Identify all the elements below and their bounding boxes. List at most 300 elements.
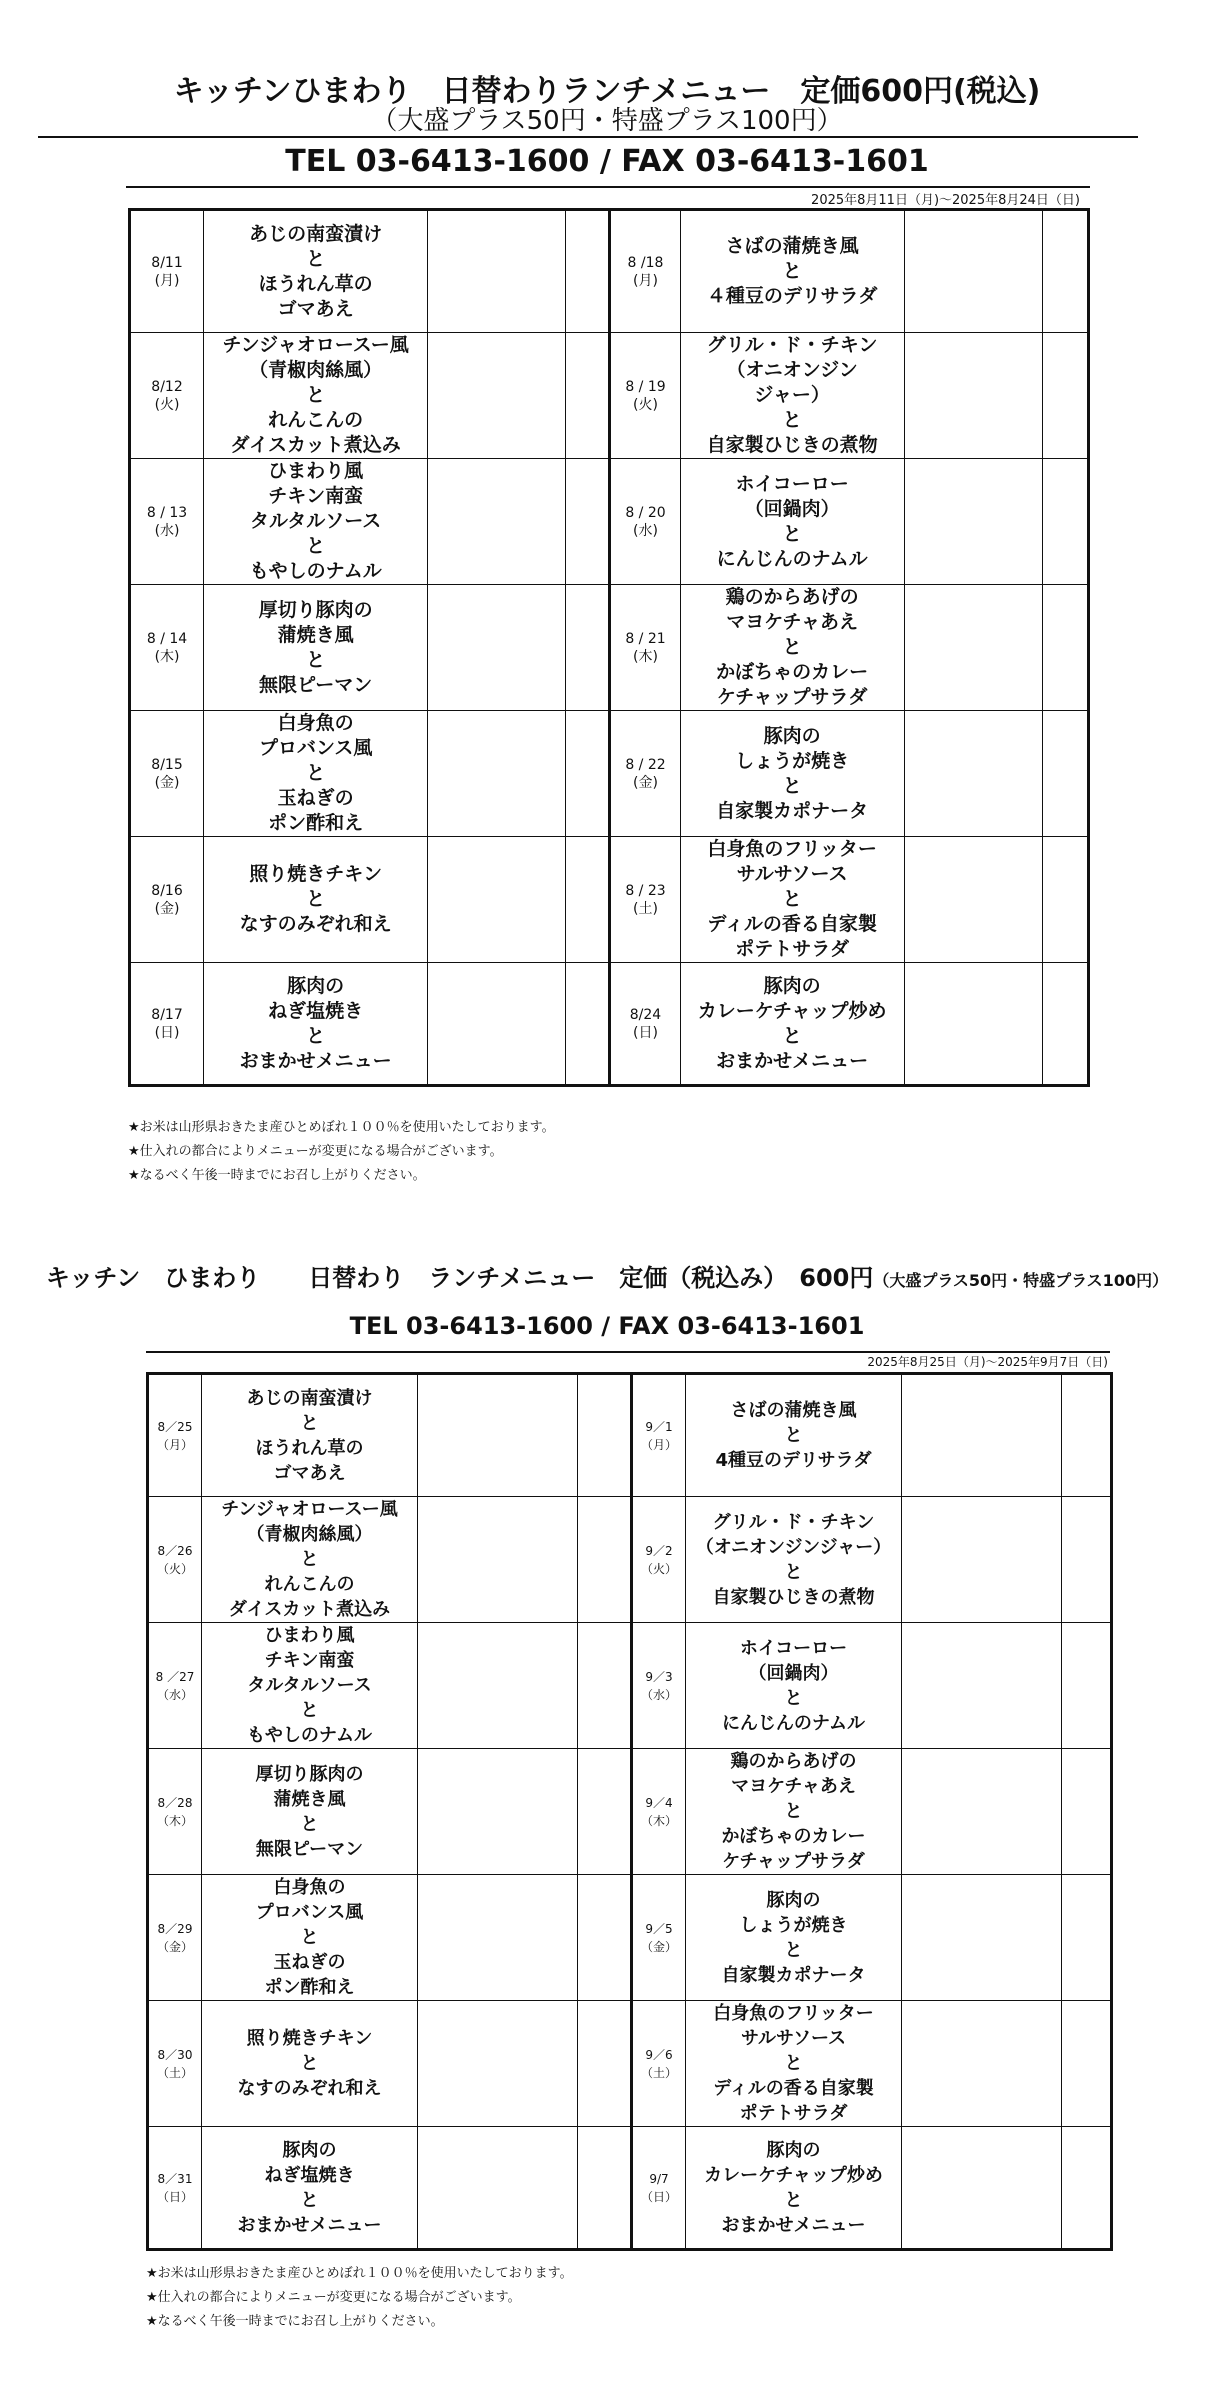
- date-cell: [632, 1623, 686, 1749]
- weekday-label: （土）: [156, 2065, 193, 2080]
- dish-line: 鶏のからあげの: [725, 586, 859, 608]
- date-label: 9／4: [645, 1795, 673, 1810]
- date-cell: [148, 1374, 202, 1497]
- date-cell: [610, 210, 680, 333]
- dish-line: と: [300, 2053, 319, 2074]
- weekday-label: （金）: [156, 1939, 193, 1954]
- dish-line: と: [306, 535, 326, 557]
- date-cell: [130, 585, 204, 711]
- dish-line: （オニオンジンジャー）: [695, 1536, 892, 1558]
- dish-line: と: [784, 1561, 803, 1583]
- weekday-label: (金): [633, 774, 658, 791]
- dish-line: あじの南蛮漬け: [246, 1387, 373, 1409]
- menu-notes: [146, 2262, 573, 2334]
- blank-cell: [904, 585, 1042, 711]
- dish-line: 自家製カポナータ: [721, 1964, 866, 1986]
- blank-cell: [902, 1497, 1062, 1623]
- weekday-label: (金): [154, 900, 180, 917]
- dish-line: もやしのナムル: [246, 1725, 373, 1746]
- dish-line: タルタルソース: [250, 510, 382, 532]
- blank-cell: [1042, 333, 1088, 459]
- dish-line: ねぎ塩焼き: [264, 2164, 355, 2186]
- menu-table: [146, 1372, 1113, 2251]
- dish-line: 白身魚のフリッター: [707, 838, 877, 860]
- period-label: 2025年8月25日（月)～2025年9月7日（日): [867, 1355, 1108, 1369]
- dish-line: 豚肉の: [766, 2139, 821, 2161]
- dish-line: と: [306, 1024, 326, 1047]
- dish-line: 豚肉の: [287, 974, 345, 997]
- dish-line: と: [784, 2189, 803, 2211]
- blank-cell: [566, 963, 610, 1086]
- dish-line: ひまわり風: [268, 460, 364, 482]
- dish-line: 照り焼きチキン: [246, 2028, 373, 2049]
- dish-line: と: [784, 1425, 803, 1446]
- blank-cell: [418, 1374, 578, 1497]
- dish-line: 豚肉の: [763, 974, 821, 997]
- dish-line: と: [306, 384, 326, 406]
- dish-line: ディルの香る自家製: [713, 2078, 874, 2099]
- dish-line: 自家製カポナータ: [716, 799, 869, 822]
- dish-line: しょうが焼き: [735, 749, 850, 772]
- dish-line: しょうが焼き: [739, 1914, 848, 1936]
- dish-line: さばの蒲焼き風: [730, 1400, 857, 1421]
- menu-row: [148, 1749, 1112, 1875]
- note-line: ★お米は山形県おきたま産ひとめぼれ１００％を使用いたしております。: [146, 2266, 573, 2281]
- menu-row: [130, 585, 1089, 711]
- dish-cell: [202, 2001, 418, 2127]
- dish-cell: [202, 1875, 418, 2001]
- dish-line: れんこんの: [264, 1574, 355, 1595]
- dish-line: 白身魚のフリッター: [713, 2003, 874, 2024]
- dish-line: と: [300, 1412, 319, 1434]
- dish-line: ダイスカット煮込み: [230, 434, 401, 456]
- dish-line: ケチャップサラダ: [716, 686, 868, 708]
- date-cell: [632, 1374, 686, 1497]
- weekday-label: (月): [154, 272, 180, 289]
- dish-line: なすのみぞれ和え: [239, 913, 392, 935]
- dish-cell: [686, 1875, 902, 2001]
- blank-cell: [578, 2127, 632, 2250]
- dish-line: 豚肉の: [282, 2139, 337, 2161]
- dish-line: マヨケチャあえ: [726, 611, 858, 633]
- weekday-label: （水）: [156, 1687, 193, 1702]
- blank-cell: [902, 2001, 1062, 2127]
- dish-cell: [680, 459, 904, 585]
- menu-row: [130, 333, 1089, 459]
- dish-line: 蒲焼き風: [277, 623, 354, 646]
- dish-cell: [686, 2001, 902, 2127]
- dish-line: ダイスカット煮込み: [228, 1599, 391, 1620]
- dish-cell: [204, 711, 428, 837]
- note-line: ★なるべく午後一時までにお召し上がりください。: [146, 2314, 444, 2329]
- blank-cell: [428, 333, 566, 459]
- dish-line: ４種豆のデリサラダ: [706, 285, 878, 307]
- blank-cell: [578, 1497, 632, 1623]
- dish-cell: [680, 711, 904, 837]
- dish-line: チキン南蛮: [264, 1650, 355, 1671]
- date-label: 9／5: [645, 1921, 673, 1936]
- dish-line: にんじんのナムル: [721, 1712, 866, 1734]
- weekday-label: （月）: [156, 1437, 193, 1452]
- dish-line: なすのみぞれ和え: [237, 2078, 382, 2099]
- dish-line: おまかせメニュー: [721, 2214, 866, 2236]
- dish-line: サルサソース: [740, 2028, 847, 2049]
- date-label: 8 / 22: [625, 756, 666, 773]
- date-cell: [130, 963, 204, 1086]
- date-label: 8／29: [157, 1921, 193, 1936]
- date-cell: [130, 711, 204, 837]
- weekday-label: （日）: [640, 2189, 677, 2204]
- dish-line: 自家製ひじきの煮物: [712, 1586, 875, 1608]
- date-cell: [130, 333, 204, 459]
- period-label: 2025年8月11日（月)～2025年8月24日（日): [811, 193, 1080, 208]
- dish-line: おまかせメニュー: [237, 2214, 382, 2236]
- weekday-label: (日): [154, 1024, 180, 1041]
- dish-line: ねぎ塩焼き: [268, 999, 364, 1022]
- dish-cell: [686, 1749, 902, 1875]
- dish-line: 玉ねぎの: [277, 787, 354, 809]
- note-line: ★なるべく午後一時までにお召し上がりください。: [128, 1168, 426, 1183]
- dish-line: ジャー）: [754, 384, 830, 406]
- dish-line: れんこんの: [268, 409, 364, 431]
- dish-line: チンジャオロースー風: [221, 1499, 398, 1520]
- dish-line: と: [782, 522, 802, 545]
- dish-line: と: [300, 1813, 319, 1835]
- date-cell: [632, 1497, 686, 1623]
- blank-cell: [566, 333, 610, 459]
- blank-cell: [902, 1749, 1062, 1875]
- dish-line: さばの蒲焼き風: [725, 235, 859, 257]
- menu-row: [148, 2127, 1112, 2250]
- menu-subtitle: （大盛プラス50円・特盛プラス100円）: [371, 106, 843, 136]
- dish-line: もやしのナムル: [249, 560, 382, 582]
- date-label: 8 / 14: [146, 630, 188, 647]
- blank-cell: [418, 1875, 578, 2001]
- date-cell: [610, 837, 680, 963]
- blank-cell: [904, 459, 1042, 585]
- dish-line: と: [784, 1939, 803, 1961]
- blank-cell: [1042, 585, 1088, 711]
- menu-row: [130, 459, 1089, 585]
- date-label: 9/7: [649, 2171, 669, 2186]
- date-label: 8/17: [151, 1006, 183, 1023]
- date-cell: [610, 333, 680, 459]
- dish-cell: [204, 459, 428, 585]
- blank-cell: [428, 210, 566, 333]
- weekday-label: （日）: [156, 2189, 193, 2204]
- date-cell: [610, 963, 680, 1086]
- dish-line: と: [782, 774, 802, 797]
- blank-cell: [428, 711, 566, 837]
- menu-row: [148, 1374, 1112, 1497]
- dish-line: かぼちゃのカレー: [716, 661, 869, 683]
- dish-line: 厚切り豚肉の: [255, 1763, 364, 1785]
- date-label: 8 /18: [627, 254, 664, 271]
- menu-row: [130, 837, 1089, 963]
- blank-cell: [566, 459, 610, 585]
- blank-cell: [1042, 837, 1088, 963]
- menu-title-main: キッチン ひまわり 日替わり ランチメニュー 定価（税込み） 600円: [45, 1264, 874, 1292]
- blank-cell: [428, 459, 566, 585]
- dish-line: ケチャップサラダ: [722, 1851, 865, 1872]
- dish-cell: [204, 963, 428, 1086]
- date-cell: [610, 585, 680, 711]
- dish-line: ゴマあえ: [277, 297, 354, 320]
- date-cell: [130, 459, 204, 585]
- dish-line: かぼちゃのカレー: [721, 1826, 866, 1847]
- weekday-label: (木): [154, 648, 180, 665]
- dish-line: 白身魚の: [277, 712, 354, 734]
- dish-cell: [204, 837, 428, 963]
- contact-line: TEL 03-6413-1600 / FAX 03-6413-1601: [349, 1312, 865, 1340]
- date-label: 8 ／27: [155, 1669, 195, 1684]
- date-label: 8／31: [157, 2171, 193, 2186]
- date-label: 9／3: [645, 1669, 673, 1684]
- blank-cell: [902, 2127, 1062, 2250]
- blank-cell: [578, 1623, 632, 1749]
- weekday-label: (木): [633, 648, 658, 665]
- date-cell: [148, 2127, 202, 2250]
- menu-table: [128, 208, 1090, 1087]
- date-label: 8／26: [157, 1543, 193, 1558]
- menu-row: [130, 963, 1089, 1086]
- blank-cell: [428, 585, 566, 711]
- blank-cell: [578, 1749, 632, 1875]
- blank-cell: [904, 837, 1042, 963]
- weekday-label: （木）: [156, 1813, 193, 1828]
- date-cell: [148, 1875, 202, 2001]
- dish-line: と: [782, 636, 802, 658]
- contact-rule: [126, 186, 1090, 188]
- dish-line: と: [300, 1700, 319, 1721]
- date-cell: [130, 210, 204, 333]
- date-label: 8/12: [151, 378, 183, 395]
- date-cell: [632, 1749, 686, 1875]
- blank-cell: [566, 837, 610, 963]
- menu-title: [0, 1258, 1214, 1293]
- dish-line: ホイコーロー: [739, 1637, 848, 1659]
- dish-cell: [202, 2127, 418, 2250]
- date-cell: [632, 2127, 686, 2250]
- weekday-label: (火): [633, 396, 658, 413]
- dish-cell: [686, 1374, 902, 1497]
- dish-line: と: [782, 409, 802, 431]
- date-cell: [148, 1749, 202, 1875]
- header-rule: [38, 136, 1138, 138]
- dish-cell: [680, 210, 904, 333]
- dish-line: （回鍋肉）: [748, 1662, 839, 1684]
- blank-cell: [578, 1875, 632, 2001]
- date-cell: [610, 711, 680, 837]
- date-label: 8／28: [157, 1795, 193, 1810]
- blank-cell: [418, 1623, 578, 1749]
- weekday-label: (火): [154, 396, 180, 413]
- dish-cell: [202, 1749, 418, 1875]
- menu-row: [130, 711, 1089, 837]
- weekday-label: （火）: [640, 1561, 677, 1576]
- dish-line: グリル・ド・チキン: [706, 334, 878, 356]
- note-line: ★お米は山形県おきたま産ひとめぼれ１００％を使用いたしております。: [128, 1120, 555, 1135]
- menu-row: [148, 1875, 1112, 2001]
- dish-line: 白身魚の: [273, 1877, 346, 1898]
- note-line: ★仕入れの都合によりメニューが変更になる場合がございます。: [146, 2290, 521, 2305]
- dish-cell: [680, 963, 904, 1086]
- dish-line: 蒲焼き風: [273, 1788, 346, 1810]
- date-label: 8 / 21: [625, 630, 666, 647]
- date-label: 8／30: [157, 2047, 193, 2062]
- blank-cell: [418, 2127, 578, 2250]
- menu-row: [148, 1623, 1112, 1749]
- dish-line: プロバンス風: [255, 1902, 364, 1923]
- menu-title: キッチンひまわり 日替わりランチメニュー 定価600円(税込): [173, 74, 1041, 109]
- dish-line: ポテトサラダ: [739, 2103, 848, 2124]
- dish-line: 豚肉の: [766, 1889, 821, 1911]
- dish-cell: [202, 1623, 418, 1749]
- blank-cell: [566, 210, 610, 333]
- menu-row: [130, 210, 1089, 333]
- dish-cell: [204, 585, 428, 711]
- dish-line: ポン酢和え: [264, 1977, 355, 1998]
- blank-cell: [418, 2001, 578, 2127]
- blank-cell: [1062, 2001, 1112, 2127]
- blank-cell: [578, 1374, 632, 1497]
- blank-cell: [1042, 711, 1088, 837]
- dish-cell: [204, 210, 428, 333]
- blank-cell: [1062, 1875, 1112, 2001]
- weekday-label: (水): [633, 522, 658, 539]
- blank-cell: [904, 963, 1042, 1086]
- date-cell: [632, 2001, 686, 2127]
- blank-cell: [1042, 459, 1088, 585]
- blank-cell: [1062, 1623, 1112, 1749]
- menu-title-price-note: （大盛プラス50円・特盛プラス100円）: [873, 1271, 1169, 1290]
- dish-line: 玉ねぎの: [273, 1952, 346, 1973]
- dish-line: と: [782, 260, 802, 282]
- blank-cell: [418, 1497, 578, 1623]
- dish-line: と: [782, 888, 802, 910]
- blank-cell: [1042, 210, 1088, 333]
- date-label: 8/24: [629, 1006, 662, 1023]
- date-label: 8 / 20: [625, 504, 666, 521]
- menu-row: [148, 1497, 1112, 1623]
- dish-line: ホイコーロー: [735, 472, 849, 495]
- date-cell: [148, 1623, 202, 1749]
- dish-line: と: [300, 1549, 319, 1570]
- dish-line: カレーケチャップ炒め: [704, 2164, 883, 2186]
- dish-line: ディルの香る自家製: [707, 913, 877, 935]
- dish-line: 自家製ひじきの煮物: [706, 434, 878, 456]
- dish-line: （回鍋肉）: [744, 497, 840, 520]
- dish-line: ゴマあえ: [273, 1462, 346, 1484]
- dish-line: 鶏のからあげの: [730, 1751, 857, 1772]
- dish-line: （オニオンジン: [726, 359, 858, 381]
- weekday-label: （水）: [640, 1687, 677, 1702]
- dish-line: プロバンス風: [258, 737, 373, 759]
- dish-line: ほうれん草の: [255, 1437, 364, 1459]
- weekday-label: (金): [154, 774, 180, 791]
- dish-line: 照り焼きチキン: [249, 863, 383, 885]
- dish-line: 無限ピーマン: [259, 673, 373, 696]
- weekday-label: (月): [633, 272, 658, 289]
- dish-line: と: [784, 1687, 803, 1709]
- weekday-label: （木）: [640, 1813, 677, 1828]
- weekday-label: (日): [633, 1024, 658, 1041]
- menu-notes: [128, 1116, 555, 1188]
- date-label: 8/15: [151, 756, 183, 773]
- dish-line: と: [306, 762, 326, 784]
- blank-cell: [902, 1875, 1062, 2001]
- date-label: 8/11: [151, 254, 183, 271]
- dish-line: マヨケチャあえ: [731, 1776, 856, 1797]
- dish-line: サルサソース: [736, 863, 848, 885]
- blank-cell: [418, 1749, 578, 1875]
- blank-cell: [902, 1374, 1062, 1497]
- blank-cell: [1062, 1749, 1112, 1875]
- dish-line: と: [306, 888, 326, 910]
- date-label: 9／2: [645, 1543, 673, 1558]
- dish-line: おまかせメニュー: [716, 1049, 869, 1072]
- weekday-label: （金）: [640, 1939, 677, 1954]
- dish-line: 無限ピーマン: [255, 1838, 364, 1860]
- dish-line: おまかせメニュー: [239, 1049, 392, 1072]
- dish-line: と: [300, 1927, 319, 1948]
- date-label: 9／6: [645, 2047, 673, 2062]
- dish-line: と: [784, 1801, 803, 1822]
- blank-cell: [904, 711, 1042, 837]
- dish-line: にんじんのナムル: [716, 547, 868, 570]
- dish-line: と: [782, 1024, 802, 1047]
- blank-cell: [1062, 1374, 1112, 1497]
- dish-line: カレーケチャップ炒め: [697, 999, 887, 1022]
- dish-line: と: [306, 247, 326, 270]
- blank-cell: [428, 963, 566, 1086]
- dish-cell: [686, 1497, 902, 1623]
- date-label: 8 / 19: [625, 378, 666, 395]
- weekday-label: (土): [633, 900, 658, 917]
- date-label: 9／1: [645, 1419, 673, 1434]
- blank-cell: [1062, 1497, 1112, 1623]
- dish-line: （青椒肉絲風）: [249, 359, 383, 381]
- dish-line: ポテトサラダ: [735, 938, 850, 960]
- dish-line: と: [784, 2053, 803, 2074]
- dish-line: あじの南蛮漬け: [249, 222, 383, 245]
- date-cell: [632, 1875, 686, 2001]
- dish-cell: [686, 1623, 902, 1749]
- note-line: ★仕入れの都合によりメニューが変更になる場合がございます。: [128, 1144, 503, 1159]
- dish-cell: [202, 1374, 418, 1497]
- dish-cell: [686, 2127, 902, 2250]
- dish-line: 4種豆のデリサラダ: [715, 1450, 872, 1471]
- contact-line: TEL 03-6413-1600 / FAX 03-6413-1601: [285, 144, 929, 179]
- weekday-label: （火）: [156, 1561, 193, 1576]
- blank-cell: [902, 1623, 1062, 1749]
- weekday-label: (水): [154, 522, 180, 539]
- blank-cell: [566, 585, 610, 711]
- dish-line: チンジャオロースー風: [222, 334, 409, 356]
- dish-line: 豚肉の: [763, 724, 821, 747]
- date-cell: [148, 1497, 202, 1623]
- date-label: 8 / 23: [625, 882, 666, 899]
- dish-cell: [680, 837, 904, 963]
- dish-line: チキン南蛮: [268, 485, 364, 507]
- dish-line: と: [300, 2189, 319, 2211]
- blank-cell: [1062, 2127, 1112, 2250]
- weekday-label: （土）: [640, 2065, 677, 2080]
- dish-line: グリル・ド・チキン: [712, 1511, 875, 1533]
- dish-line: ほうれん草の: [258, 272, 373, 295]
- blank-cell: [904, 333, 1042, 459]
- dish-cell: [680, 585, 904, 711]
